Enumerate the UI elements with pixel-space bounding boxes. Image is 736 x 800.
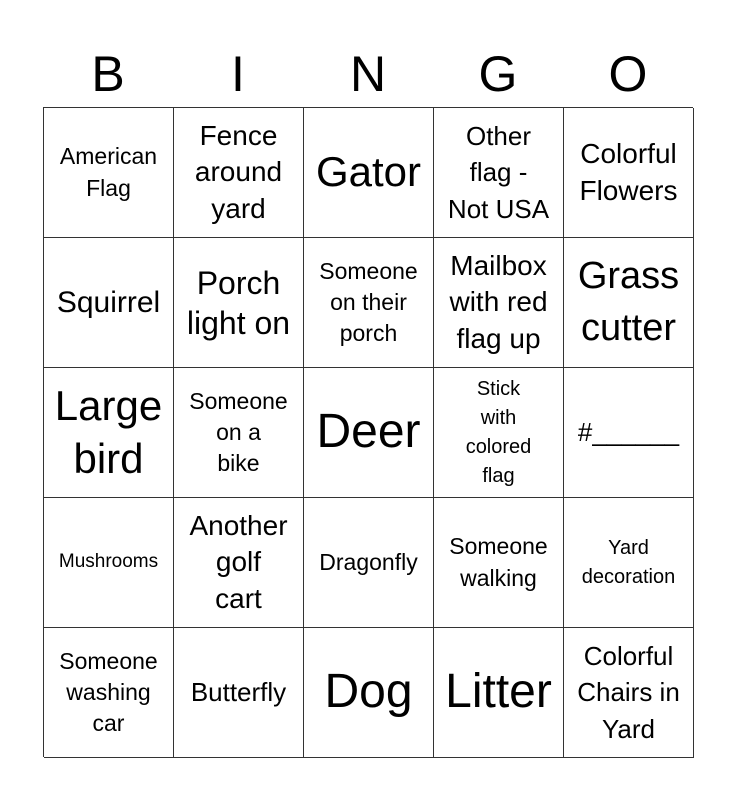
bingo-grid: [43, 107, 693, 757]
cell-label: Yard decoration: [581, 536, 676, 588]
bingo-cell[interactable]: [44, 628, 174, 758]
cell-label: Deer: [316, 405, 421, 459]
cell-label: #______: [577, 417, 680, 448]
bingo-cell[interactable]: [434, 368, 564, 498]
header-letter-b: B: [91, 46, 125, 102]
bingo-cell[interactable]: [434, 498, 564, 628]
header-letter-o: O: [608, 46, 648, 102]
bingo-header: [43, 40, 693, 108]
bingo-cell[interactable]: [174, 108, 304, 238]
cell-label: Someone washing car: [59, 647, 158, 737]
cell-label: Gator: [315, 148, 422, 196]
bingo-cell[interactable]: [304, 108, 434, 238]
bingo-cell[interactable]: [564, 238, 694, 368]
cell-label: Someone on a bike: [189, 387, 288, 477]
bingo-cell[interactable]: [304, 628, 434, 758]
cell-label: Colorful Chairs in Yard: [577, 640, 680, 744]
bingo-cell[interactable]: [564, 498, 694, 628]
cell-label: Fence around yard: [194, 119, 283, 224]
header-letter-g: G: [478, 46, 518, 102]
bingo-cell[interactable]: [564, 108, 694, 238]
bingo-cell[interactable]: [44, 368, 174, 498]
cell-label: Colorful Flowers: [579, 138, 678, 206]
bingo-cell[interactable]: [434, 108, 564, 238]
bingo-cell[interactable]: [304, 498, 434, 628]
bingo-cell[interactable]: [174, 368, 304, 498]
bingo-cell[interactable]: [174, 498, 304, 628]
cell-label: Squirrel: [56, 286, 161, 319]
cell-label: Someone walking: [449, 533, 548, 591]
bingo-cell[interactable]: [564, 368, 694, 498]
cell-label: Other flag - Not USA: [447, 120, 550, 224]
cell-label: Someone on their porch: [319, 257, 418, 347]
bingo-cell[interactable]: [44, 498, 174, 628]
bingo-cell[interactable]: [174, 238, 304, 368]
cell-label: Stick with colored flag: [465, 377, 532, 487]
bingo-cell[interactable]: [434, 238, 564, 368]
cell-label: Large bird: [54, 382, 163, 482]
bingo-cell[interactable]: [174, 628, 304, 758]
cell-label: Butterfly: [190, 677, 287, 708]
bingo-cell[interactable]: [44, 108, 174, 238]
cell-label: Mushrooms: [58, 551, 159, 573]
cell-label: Dog: [324, 665, 413, 719]
bingo-cell[interactable]: [564, 628, 694, 758]
cell-label: Litter: [445, 665, 552, 719]
bingo-cell[interactable]: [304, 368, 434, 498]
cell-label: Porch light on: [186, 264, 291, 341]
cell-label: Dragonfly: [319, 548, 418, 575]
bingo-cell[interactable]: [304, 238, 434, 368]
cell-label: American Flag: [59, 143, 158, 201]
header-letter-i: I: [231, 46, 245, 102]
cell-label: Grass cutter: [577, 255, 680, 349]
bingo-cell[interactable]: [434, 628, 564, 758]
cell-label: Another golf cart: [189, 509, 288, 614]
header-letter-n: N: [349, 46, 387, 102]
cell-label: Mailbox with red flag up: [449, 249, 548, 354]
bingo-cell[interactable]: [44, 238, 174, 368]
